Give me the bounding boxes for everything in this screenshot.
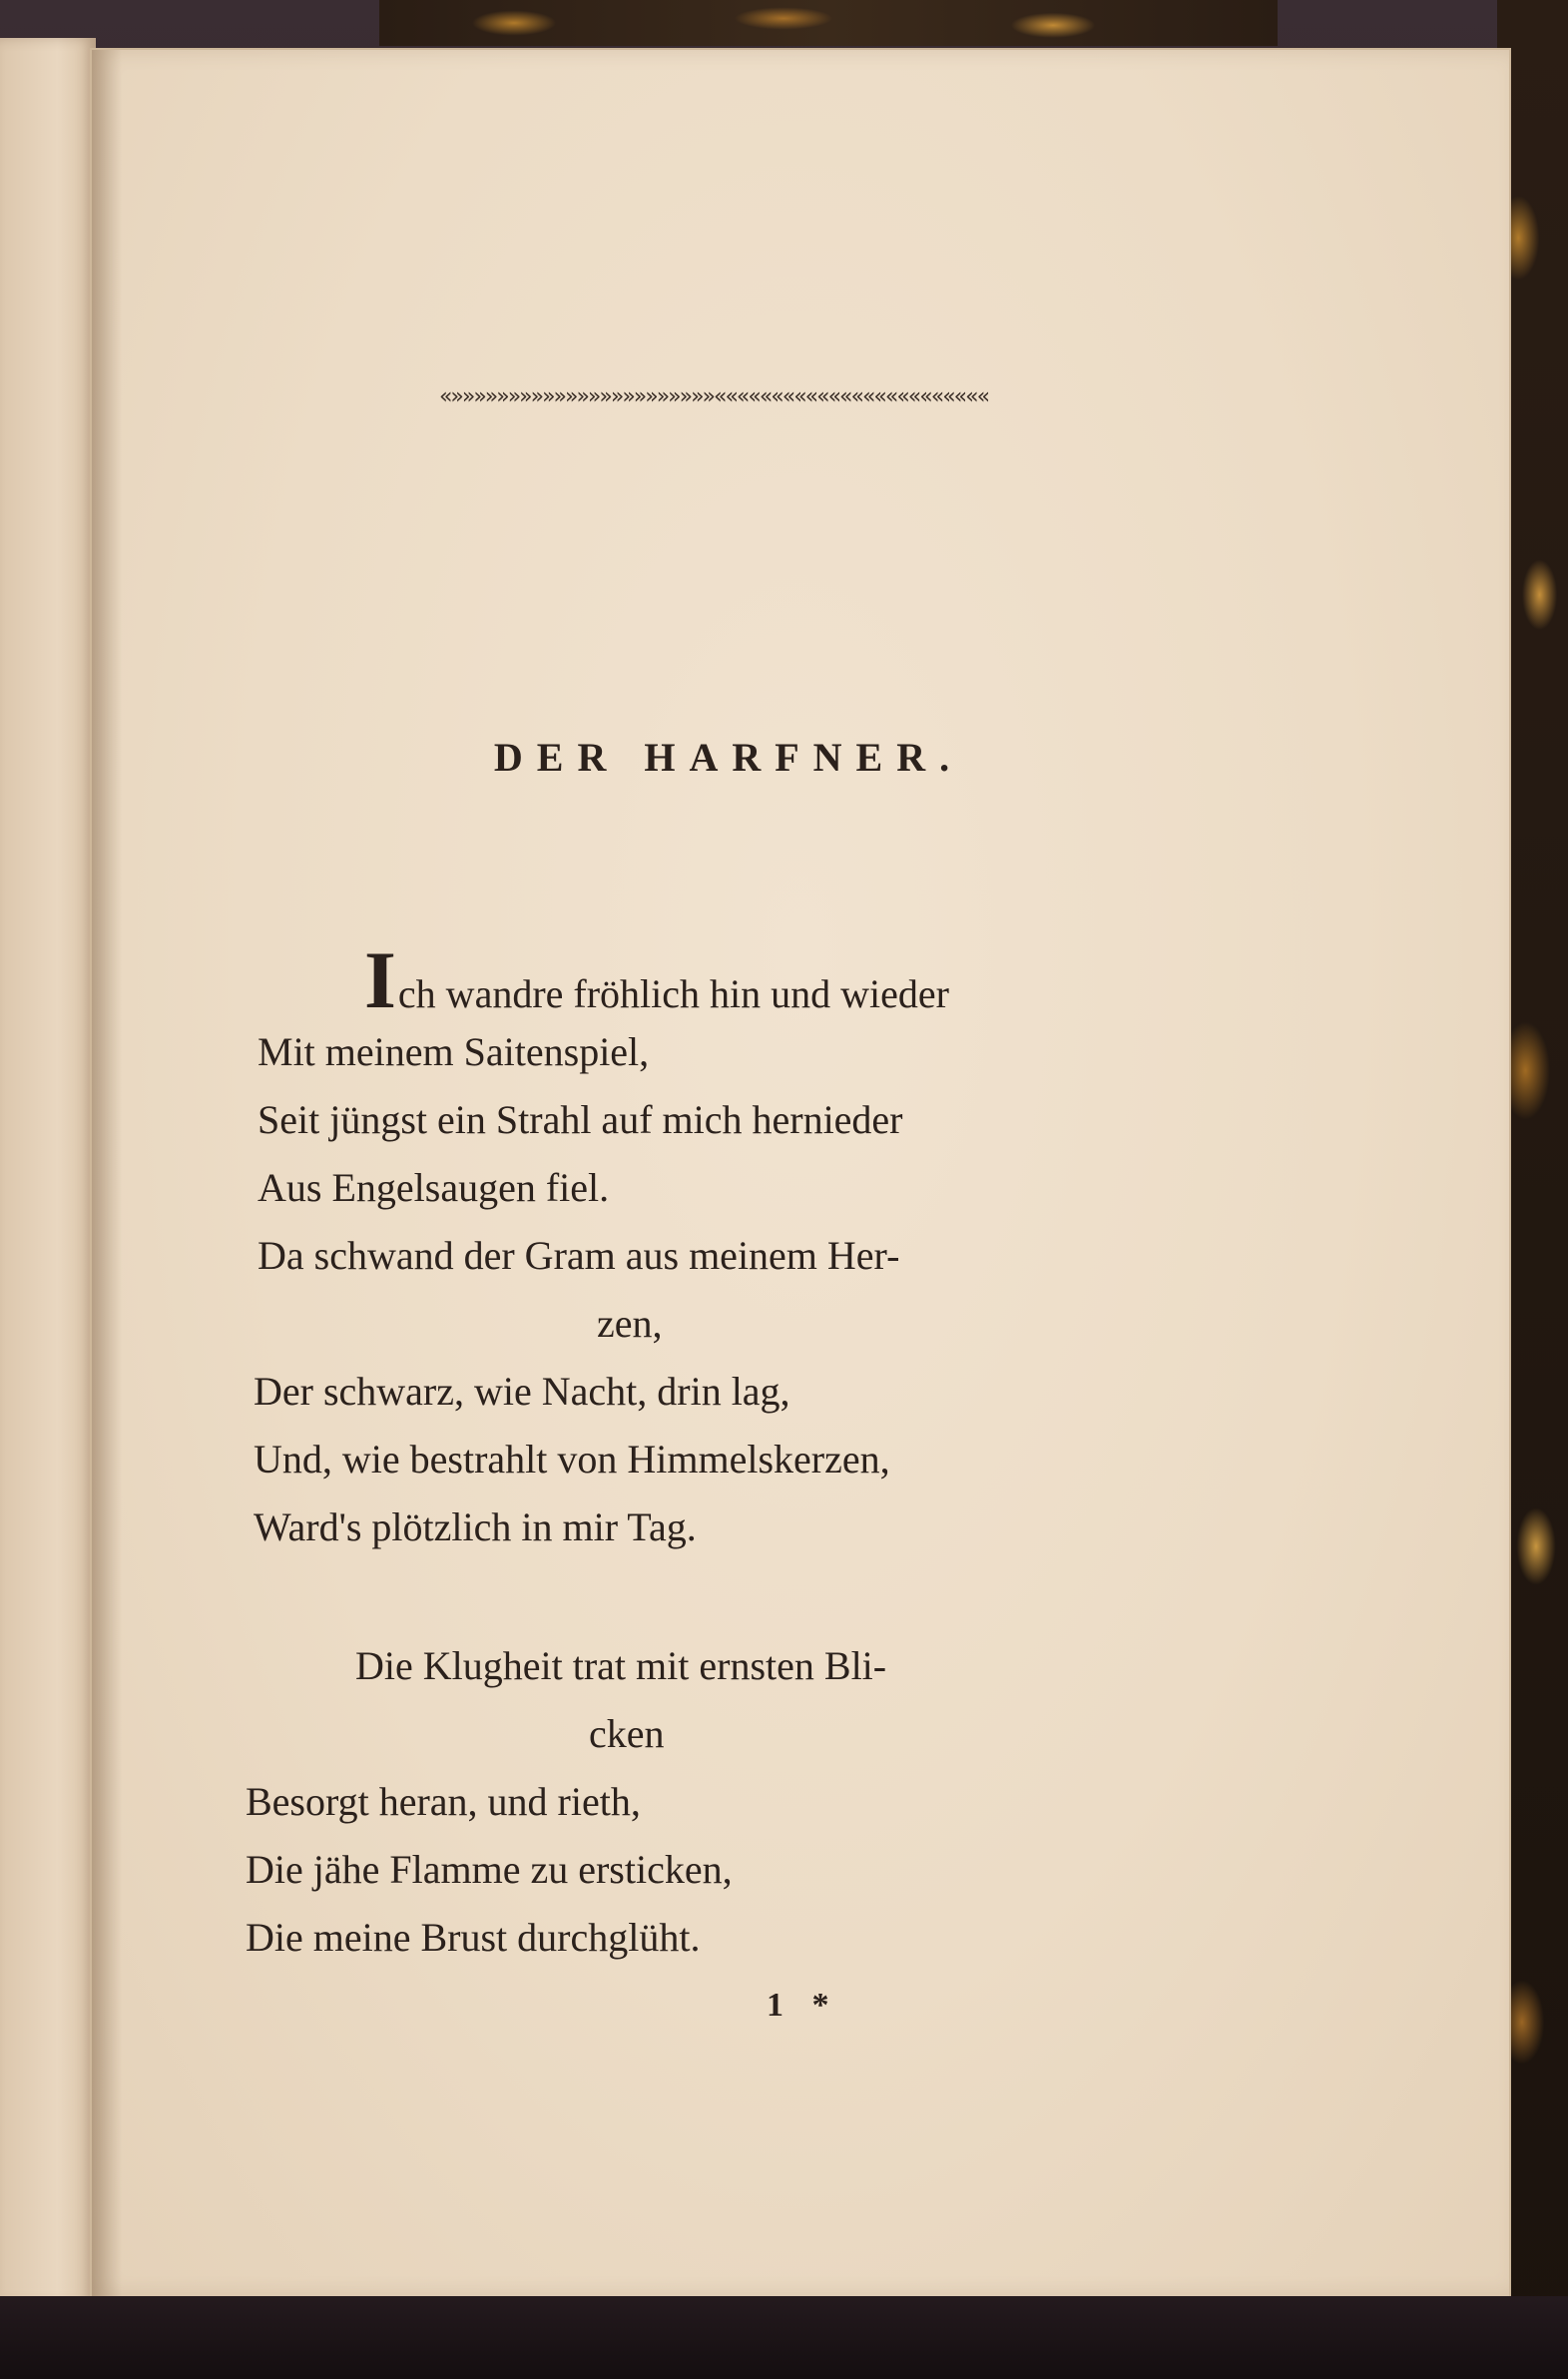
poem-line-13: Die jähe Flamme zu ersticken,: [246, 1847, 733, 1892]
header-ornament-rule: «»»»»»»»»»»»»»»»»»»»»»»»««««««««««««««««««««««««: [438, 384, 989, 409]
poem-line-11: cken: [589, 1711, 665, 1756]
poem-line-10: Die Klugheit trat mit ernsten Bli-: [355, 1643, 887, 1688]
poem-line-7: Der schwarz, wie Nacht, drin lag,: [254, 1369, 790, 1414]
poem-line-14: Die meine Brust durchglüht.: [246, 1915, 701, 1960]
poem-line-6: zen,: [597, 1301, 663, 1346]
poem-line-8: Und, wie bestrahlt von Himmelskerzen,: [254, 1437, 890, 1482]
poem-line-9: Ward's plötzlich in mir Tag.: [254, 1504, 697, 1549]
poem-title: DER HARFNER.: [493, 735, 964, 780]
signature-mark: 1 *: [767, 1987, 839, 2024]
poem-line-12: Besorgt heran, und rieth,: [246, 1779, 641, 1824]
poem-line-2: Mit meinem Saitenspiel,: [258, 1029, 650, 1074]
poem-line-3: Seit jüngst ein Strahl auf mich hernieder: [258, 1097, 903, 1142]
poem-line-1: Ich wandre fröhlich hin und wieder: [364, 934, 949, 1025]
poem-line-5: Da schwand der Gram aus meinem Her-: [258, 1233, 900, 1278]
drop-initial: I: [364, 934, 396, 1025]
poem-line-4: Aus Engelsaugen fiel.: [258, 1165, 610, 1210]
